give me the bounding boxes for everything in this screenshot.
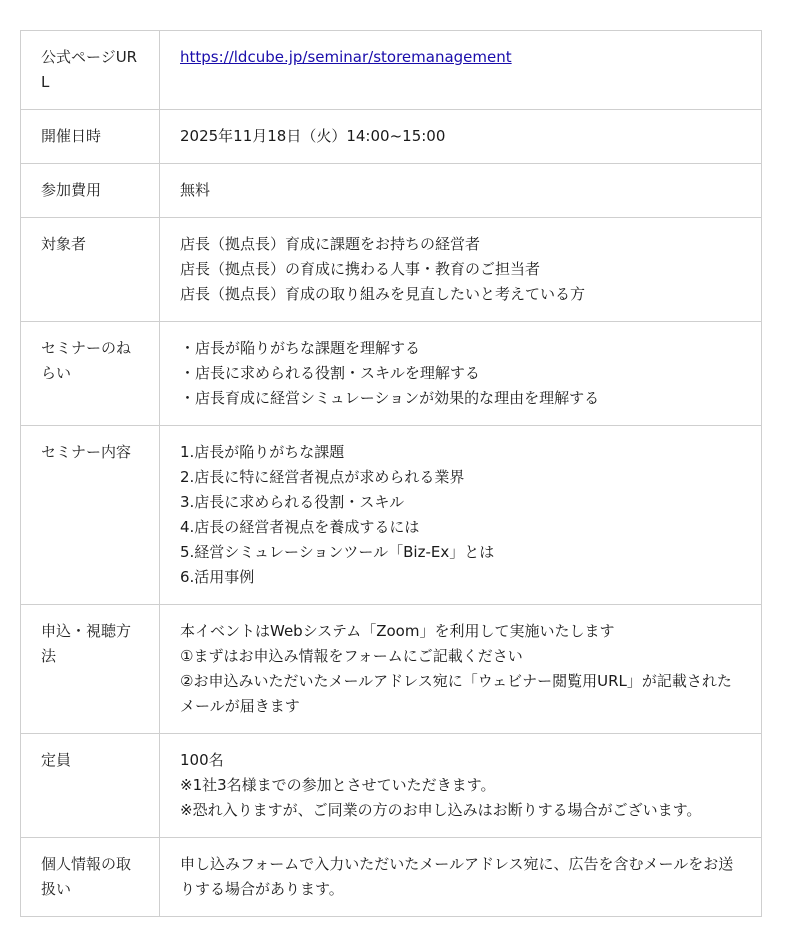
row-label-cell bbox=[21, 110, 160, 164]
row-label: 公式ページURL bbox=[41, 48, 138, 91]
row-value-cell bbox=[160, 31, 762, 110]
row-value-cell bbox=[160, 426, 762, 605]
aim-line: ・店長に求められる役割・スキルを理解する bbox=[180, 364, 480, 382]
capacity-line: ※恐れ入りますが、ご同業の方のお申し込みはお断りする場合がございます。 bbox=[180, 801, 702, 819]
aim-line: ・店長育成に経営シミュレーションが効果的な理由を理解する bbox=[180, 389, 600, 407]
row-label-cell bbox=[21, 734, 160, 838]
row-value-cell bbox=[160, 734, 762, 838]
table-row bbox=[21, 164, 762, 218]
row-label-cell bbox=[21, 218, 160, 322]
row-label-cell bbox=[21, 164, 160, 218]
audience-line: 店長（拠点長）育成に課題をお持ちの経営者 bbox=[180, 235, 481, 253]
capacity-line: ※1社3名様までの参加とさせていただきます。 bbox=[180, 776, 496, 794]
apply-line: 本イベントはWebシステム「Zoom」を利用して実施いたします bbox=[180, 622, 615, 640]
row-label: 対象者 bbox=[41, 235, 87, 253]
audience-line: 店長（拠点長）育成の取り組みを見直したいと考えている方 bbox=[180, 285, 586, 303]
apply-line: ②お申込みいただいたメールアドレス宛に「ウェビナー閲覧用URL」が記載されたメールが届きます bbox=[180, 672, 732, 715]
row-label-cell bbox=[21, 322, 160, 426]
content-line: 6.活用事例 bbox=[180, 568, 255, 586]
row-label: 定員 bbox=[41, 751, 72, 769]
content-line: 2.店長に特に経営者視点が求められる業界 bbox=[180, 468, 465, 486]
row-label-cell bbox=[21, 605, 160, 734]
table-row bbox=[21, 218, 762, 322]
audience-line: 店長（拠点長）の育成に携わる人事・教育のご担当者 bbox=[180, 260, 541, 278]
table-row bbox=[21, 110, 762, 164]
row-value-cell bbox=[160, 164, 762, 218]
fee-text: 無料 bbox=[180, 181, 211, 199]
row-label: 開催日時 bbox=[41, 127, 102, 145]
row-label: 申込・視聴方法 bbox=[41, 622, 132, 665]
row-value-cell bbox=[160, 605, 762, 734]
row-label: 参加費用 bbox=[41, 181, 102, 199]
content-line: 4.店長の経営者視点を養成するには bbox=[180, 518, 420, 536]
row-label-cell bbox=[21, 31, 160, 110]
seminar-info-table bbox=[20, 30, 762, 917]
date-text: 2025年11月18日（火）14:00~15:00 bbox=[180, 127, 446, 145]
apply-line: ①まずはお申込み情報をフォームにご記載ください bbox=[180, 647, 523, 665]
content-line: 5.経営シミュレーションツール「Biz-Ex」とは bbox=[180, 543, 495, 561]
content-line: 1.店長が陥りがちな課題 bbox=[180, 443, 345, 461]
row-value-cell bbox=[160, 110, 762, 164]
table-row bbox=[21, 31, 762, 110]
row-value-cell bbox=[160, 322, 762, 426]
table-row bbox=[21, 838, 762, 917]
content-line: 3.店長に求められる役割・スキル bbox=[180, 493, 405, 511]
seminar-info-table-wrapper bbox=[20, 30, 762, 917]
table-row bbox=[21, 322, 762, 426]
privacy-line: 申し込みフォームで入力いただいたメールアドレス宛に、広告を含むメールをお送りする場合があります。 bbox=[180, 855, 734, 898]
row-label: セミナー内容 bbox=[41, 443, 132, 461]
table-row bbox=[21, 734, 762, 838]
row-value-cell bbox=[160, 838, 762, 917]
row-value-cell bbox=[160, 218, 762, 322]
capacity-line: 100名 bbox=[180, 751, 224, 769]
table-row bbox=[21, 605, 762, 734]
row-label: セミナーのねらい bbox=[41, 339, 132, 382]
row-label-cell bbox=[21, 426, 160, 605]
aim-line: ・店長が陥りがちな課題を理解する bbox=[180, 339, 421, 357]
row-label-cell bbox=[21, 838, 160, 917]
official-page-link[interactable]: https://ldcube.jp/seminar/storemanagement bbox=[180, 48, 512, 66]
table-row bbox=[21, 426, 762, 605]
row-label: 個人情報の取扱い bbox=[41, 855, 132, 898]
